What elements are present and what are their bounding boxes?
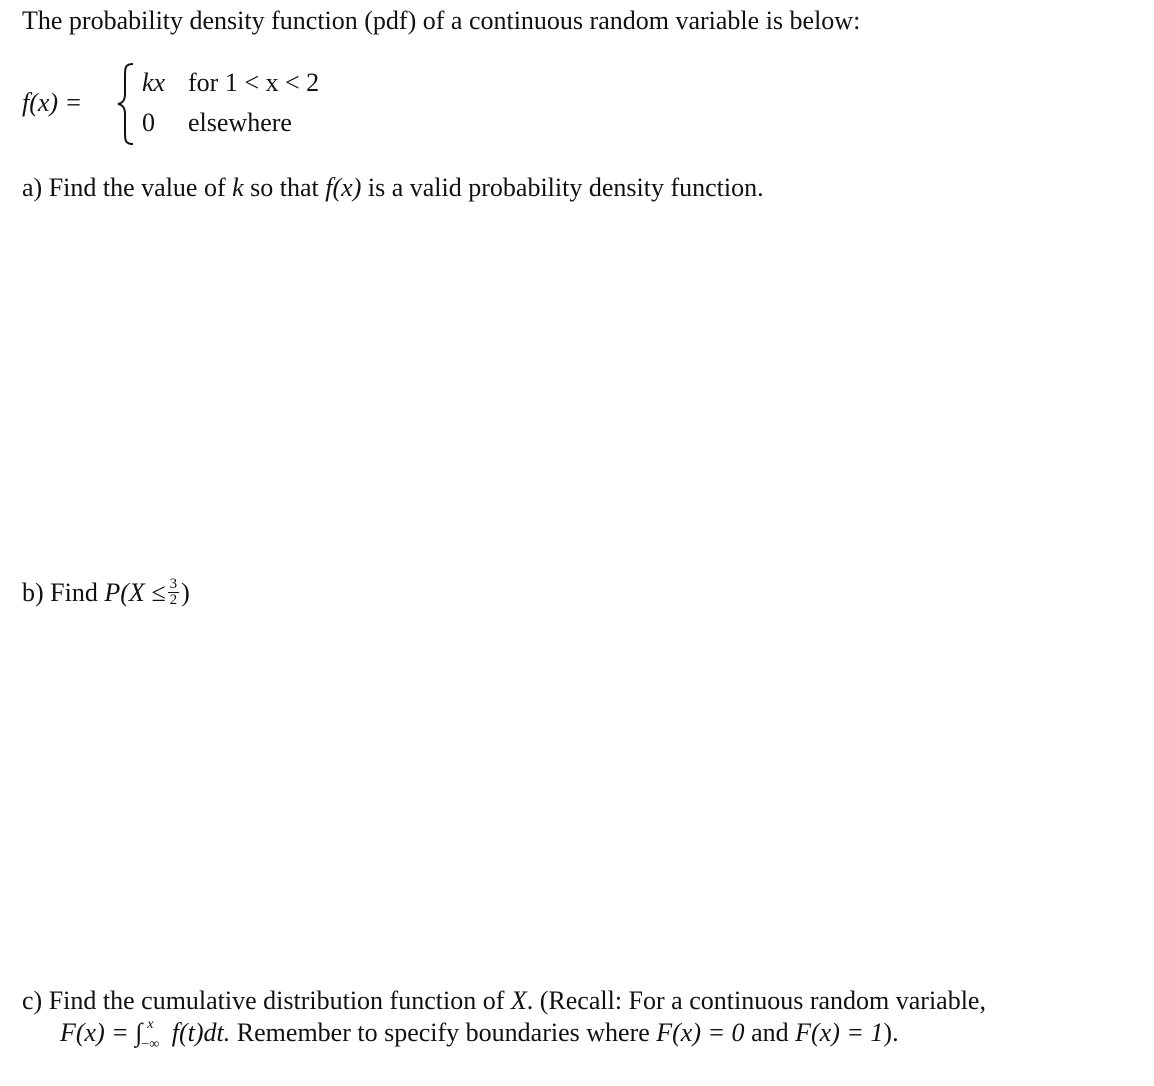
part-b-close: ) bbox=[181, 578, 190, 607]
part-a-fx: f(x) bbox=[325, 173, 362, 202]
part-c-Fx: F(x) = bbox=[60, 1018, 129, 1047]
part-a-text-2: so that bbox=[250, 173, 319, 202]
case1-condition: for 1 < x < 2 bbox=[188, 68, 320, 97]
part-a-label: a) bbox=[22, 173, 43, 202]
intro-text: The probability density function (pdf) of a continuous random variable is below: bbox=[22, 6, 861, 35]
part-b-question bbox=[22, 575, 190, 611]
part-a-question bbox=[22, 173, 764, 203]
part-a-var-k: k bbox=[232, 173, 244, 202]
part-c-integrand: f(t)dt. bbox=[171, 1018, 231, 1047]
case1-expression: kx bbox=[142, 68, 166, 97]
integral-upper-limit: x bbox=[147, 1017, 154, 1032]
pdf-definition bbox=[22, 62, 422, 146]
part-b-fraction bbox=[168, 577, 180, 608]
part-c-and: and bbox=[751, 1018, 789, 1047]
part-c-cond-1: F(x) = 0 bbox=[656, 1018, 745, 1047]
part-c-label: c) bbox=[22, 986, 43, 1015]
case2-expression: 0 bbox=[142, 108, 155, 137]
part-c-text-2: . (Recall: For a continuous random variable, bbox=[526, 986, 986, 1015]
part-c-cond-2: F(x) = 1 bbox=[795, 1018, 884, 1047]
part-c-text-3: Remember to specify boundaries where bbox=[236, 1018, 650, 1047]
part-c-text-1: Find the cumulative distribution function of bbox=[48, 986, 505, 1015]
case2-condition: elsewhere bbox=[188, 108, 292, 137]
integral-sign: ∫ bbox=[135, 1018, 143, 1047]
part-b-label: b) bbox=[22, 578, 44, 607]
part-c-question-line2 bbox=[60, 1017, 899, 1052]
part-b-probability: P(X ≤ bbox=[104, 578, 166, 607]
left-brace-icon bbox=[115, 62, 137, 146]
fraction-denominator: 2 bbox=[169, 591, 178, 608]
pdf-lhs: f(x) = bbox=[22, 88, 83, 117]
part-a-text-3: is a valid probability density function. bbox=[367, 173, 764, 202]
part-c-question-line1 bbox=[22, 986, 986, 1016]
part-a-text-1: Find the value of bbox=[48, 173, 226, 202]
part-c-end: ). bbox=[883, 1018, 899, 1047]
part-c-var-x: X bbox=[510, 986, 527, 1015]
integral-symbol bbox=[135, 1017, 165, 1052]
fraction-numerator: 3 bbox=[169, 575, 178, 592]
integral-lower-limit: −∞ bbox=[141, 1037, 160, 1052]
part-b-text-1: Find bbox=[50, 578, 98, 607]
